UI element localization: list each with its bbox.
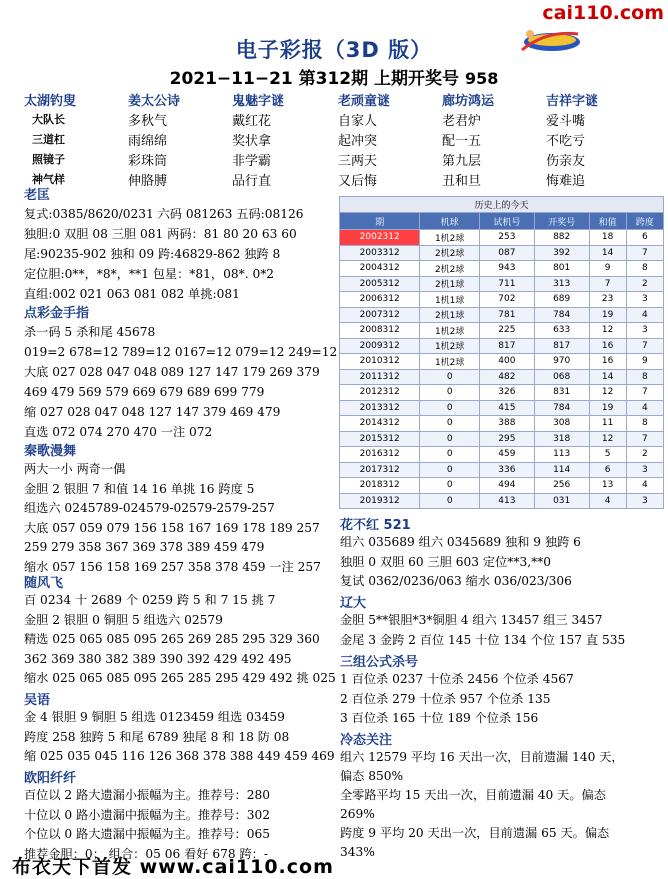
history-cell: 415 [479,400,534,416]
section-wuyu-title: 吴语 [24,693,51,708]
history-cell: 2013312 [340,400,420,416]
history-cell: 494 [479,478,534,494]
history-cell: 13 [589,478,626,494]
history-cell: 4 [626,400,663,416]
grid-cell: 起冲突 [338,134,378,149]
section-wuyu [24,708,335,767]
history-cell: 14 [589,369,626,385]
text-line: 精选 025 065 085 095 265 269 285 295 329 360 [24,632,320,646]
history-cell: 9 [626,354,663,370]
history-row [340,230,664,246]
history-cell: 1机2球 [420,354,480,370]
history-row [340,431,664,447]
section-laojiang [24,204,304,304]
history-cell: 2017312 [340,462,420,478]
history-cell: 8 [626,369,663,385]
history-row [340,354,664,370]
history-cell: 087 [479,245,534,261]
text-line: 259 279 358 367 369 378 389 459 479 [24,540,265,554]
lottery-logo-icon [516,24,582,56]
text-line: 复试 0362/0236/063 缩水 036/023/306 [340,574,572,588]
grid-row-label: 大队长 [32,113,65,126]
text-line: 组选六 0245789-024579-02579-2579-257 [24,501,275,515]
text-line: 十位以 0 路小遗漏中振幅为主。推荐号：302 [24,807,270,822]
history-row [340,400,664,416]
history-cell: 0 [420,385,480,401]
history-cell: 943 [479,261,534,277]
section-huabuhong-title: 花不红 521 [340,518,411,533]
history-cell: 2机2球 [420,245,480,261]
text-line: 两大一小 两奇一偶 [24,462,126,476]
history-cell: 3 [626,323,663,339]
section-ouyang-title: 欧阳纤纤 [24,771,77,786]
history-cell: 7 [589,276,626,292]
history-cell: 14 [589,245,626,261]
history-cell: 781 [479,307,534,323]
text-line: 个位以 0 路大遗漏中振幅为主。推荐号：065 [24,827,270,841]
history-row [340,292,664,308]
history-cell: 225 [479,323,534,339]
section-dianjin [24,322,337,442]
section-qinge [24,460,321,577]
history-row [340,276,664,292]
history-cell: 7 [626,338,663,354]
history-cell: 2机1球 [420,307,480,323]
history-cell: 2 [626,447,663,463]
text-line: 金尾 3 金跨 2 百位 145 十位 134 个位 157 直 535 [340,632,626,647]
history-cell: 2003312 [340,245,420,261]
grid-col-5: 廊坊鸿运 [442,94,495,109]
history-cell: 711 [479,276,534,292]
history-cell: 19 [589,400,626,416]
grid-cell: 品行直 [232,174,272,189]
history-cell: 801 [534,261,589,277]
history-cell: 392 [534,245,589,261]
history-cell: 388 [479,416,534,432]
text-line: 独胆 0 双胆 60 三胆 603 定位**3,**0 [340,554,552,569]
history-cell: 18 [589,230,626,246]
history-cell: 23 [589,292,626,308]
history-cell: 2016312 [340,447,420,463]
history-cell: 7 [626,431,663,447]
grid-cell: 悔难追 [546,174,586,189]
text-line: 缩水 057 156 158 169 257 358 378 459 一注 257 [24,559,321,574]
history-header-cell: 开奖号 [534,213,589,230]
history-cell: 1机1球 [420,292,480,308]
history-cell: 12 [589,323,626,339]
history-cell: 256 [534,478,589,494]
history-cell: 3 [626,462,663,478]
history-cell: 2007312 [340,307,420,323]
history-cell: 482 [479,369,534,385]
history-cell: 19 [589,307,626,323]
section-dianjin-title: 点彩金手指 [24,306,90,321]
history-cell: 3 [626,493,663,509]
history-cell: 0 [420,431,480,447]
text-line: 019=2 678=12 789=12 0167=12 079=12 249=12 [24,345,338,359]
footer [12,852,334,879]
grid-cell: 伤亲友 [546,154,586,169]
text-line: 直选 072 074 270 470 一注 072 [24,425,213,439]
history-cell: 784 [534,307,589,323]
grid-cell: 戴红花 [232,114,272,129]
history-cell: 1机2球 [420,230,480,246]
history-header-cell: 期 [340,213,420,230]
history-cell: 633 [534,323,589,339]
footer-slogan: 布衣天下首发 [12,856,133,878]
history-cell: 2012312 [340,385,420,401]
history-cell: 9 [589,261,626,277]
history-cell: 113 [534,447,589,463]
history-cell: 326 [479,385,534,401]
grid-col-6: 吉祥字谜 [546,94,599,109]
text-line: 组六 12579 平均 16 天出一次，目前遗漏 140 天， [340,750,624,764]
grid-cell: 非学霸 [232,154,272,169]
text-line: 定位胆:0**，*8*，**1 包星：*81，08*. 0*2 [24,267,275,281]
history-cell: 4 [626,478,663,494]
history-cell: 4 [626,307,663,323]
text-line: 复式:0385/8620/0231 六码 081263 五码:08126 [24,207,304,221]
grid-cell: 奖状拿 [232,134,272,149]
history-cell: 2006312 [340,292,420,308]
grid-cell: 多秋气 [128,114,168,129]
history-cell: 12 [589,431,626,447]
text-line: 金胆 2 银胆 7 和值 14 16 单挑 16 跨度 5 [24,481,255,496]
history-row [340,478,664,494]
history-cell: 4 [589,493,626,509]
history-cell: 0 [420,462,480,478]
history-cell: 16 [589,338,626,354]
section-qinge-title: 秦歌漫舞 [24,444,77,459]
history-cell: 11 [589,416,626,432]
history-cell: 2010312 [340,354,420,370]
text-line: 缩水 025 065 085 095 265 285 295 429 492 挑 025 [24,671,336,685]
grid-row-label: 照镜子 [32,153,65,166]
history-cell: 12 [589,385,626,401]
history-cell: 2机2球 [420,261,480,277]
history-cell: 253 [479,230,534,246]
text-line: 百 0234 十 2689 个 0259 跨 5 和 7 15 挑 7 [24,593,276,607]
history-cell: 114 [534,462,589,478]
history-cell: 459 [479,447,534,463]
history-cell: 0 [420,416,480,432]
history-cell: 2机1球 [420,276,480,292]
history-cell: 2002312 [340,230,420,246]
history-cell: 16 [589,354,626,370]
text-line: 大底 027 028 047 048 089 127 147 179 269 379 [24,365,320,379]
grid-col-1: 太湖钓叟 [24,94,77,109]
history-row [340,462,664,478]
text-line: 金胆 2 银胆 0 铜胆 5 组选六 02579 [24,612,223,627]
history-cell: 2009312 [340,338,420,354]
text-line: 缩 025 035 045 116 126 368 378 388 449 459 469 [24,749,335,763]
history-row [340,385,664,401]
history-row [340,493,664,509]
history-cell: 2011312 [340,369,420,385]
text-line: 362 369 380 382 389 390 392 429 492 495 [24,651,292,666]
history-row [340,245,664,261]
grid-cell: 又后悔 [338,174,378,189]
history-cell: 031 [534,493,589,509]
text-line: 独胆:0 双胆 08 三胆 081 两码：81 80 20 63 60 [24,227,297,241]
grid-cell: 第九层 [442,154,482,169]
grid-row-label: 神气样 [32,173,65,186]
history-cell: 8 [626,261,663,277]
section-laojiang-title: 老匡 [24,188,51,203]
grid-row-label: 三道杠 [32,133,65,146]
section-huabuhong [340,533,581,592]
history-cell: 1机2球 [420,338,480,354]
text-line: 百位以 2 路大遗漏小振幅为主。推荐号：280 [24,788,270,802]
section-sanzu-title: 三组公式杀号 [340,655,419,670]
text-line: 直组:002 021 063 081 082 单挑:081 [24,287,240,301]
history-cell: 689 [534,292,589,308]
history-row [340,369,664,385]
text-line: 469 479 569 579 669 679 689 699 779 [24,385,265,399]
history-header-row [340,213,664,230]
text-line: 杀一码 5 杀和尾 45678 [24,325,156,339]
text-line: 跨度 258 独跨 5 和尾 6789 独尾 8 和 18 防 08 [24,729,290,744]
history-cell: 0 [420,369,480,385]
grid-cell: 自家人 [338,114,378,129]
text-line: 金胆 5**银胆*3*铜胆 4 组六 13457 组三 3457 [340,613,603,627]
history-row [340,416,664,432]
history-cell: 2015312 [340,431,420,447]
history-cell: 0 [420,493,480,509]
text-line: 跨度 9 平均 20 天出一次，目前遗漏 65 天。偏态 [340,826,610,840]
grid-col-3: 鬼魅字谜 [232,94,285,109]
text-line: 推荐金胆：0； 组合：05 06 看好 678 跨：- [24,846,268,861]
history-header-cell: 机球 [420,213,480,230]
text-line: 269% [340,807,375,821]
history-cell: 400 [479,354,534,370]
grid-col-2: 姜太公诗 [128,94,181,109]
issue-number: 958 [464,69,499,88]
text-line: 343% [340,845,375,859]
history-cell: 2008312 [340,323,420,339]
history-cell: 2018312 [340,478,420,494]
issue-line: 2021−11−21 第312期 上期开奖号 958 [169,69,499,89]
text-line: 偏态 850% [340,769,404,783]
page-title: 电子彩报（3D 版） [235,38,433,62]
section-lengre [340,748,624,862]
text-line: 缩 027 028 047 048 127 147 379 469 479 [24,405,281,419]
section-suifeng-title: 随风飞 [24,576,64,591]
history-cell: 3 [626,292,663,308]
history-cell: 413 [479,493,534,509]
history-cell: 1机2球 [420,323,480,339]
history-header-cell: 跨度 [626,213,663,230]
section-liaoda-title: 辽大 [340,596,367,611]
history-cell: 2014312 [340,416,420,432]
history-cell: 0 [420,478,480,494]
text-line: 1 百位杀 0237 十位杀 2456 个位杀 4567 [340,672,574,686]
history-cell: 8 [626,416,663,432]
grid-cell: 老君炉 [442,114,482,129]
grid-cell: 配一五 [442,134,482,149]
grid-cell: 雨绵绵 [128,134,168,149]
history-cell: 2004312 [340,261,420,277]
grid-col-4: 老顽童谜 [338,94,391,109]
watermark: cai110.com [542,2,664,24]
text-line: 尾:90235-902 独和 09 跨:46829-862 独跨 8 [24,247,281,261]
text-line: 全零路平均 15 天出一次，目前遗漏 40 天。偏态 [340,788,606,802]
history-cell: 817 [534,338,589,354]
history-cell: 882 [534,230,589,246]
grid-cell: 彩珠筒 [128,154,168,169]
history-cell: 308 [534,416,589,432]
history-cell: 0 [420,447,480,463]
section-sanzu [340,670,574,729]
history-cell: 318 [534,431,589,447]
text-line: 2 百位杀 279 十位杀 957 个位杀 135 [340,691,551,706]
history-cell: 831 [534,385,589,401]
section-suifeng [24,591,336,689]
history-cell: 2 [626,276,663,292]
text-line: 组六 035689 组六 0345689 独和 9 独跨 6 [340,535,581,549]
history-header-cell: 和值 [589,213,626,230]
grid-cell: 丑和旦 [442,174,482,189]
grid-cell: 三两天 [338,154,378,169]
history-cell: 7 [626,245,663,261]
history-cell: 7 [626,385,663,401]
history-cell: 970 [534,354,589,370]
history-cell: 2005312 [340,276,420,292]
text-line: 金 4 银胆 9 铜胆 5 组选 0123459 组选 03459 [24,710,285,724]
history-header-cell: 试机号 [479,213,534,230]
history-row [340,323,664,339]
history-cell: 2019312 [340,493,420,509]
section-lengre-title: 冷态关注 [340,733,393,748]
history-cell: 6 [626,230,663,246]
text-line: 大底 057 059 079 156 158 167 169 178 189 257 [24,520,320,535]
history-cell: 295 [479,431,534,447]
grid-cell: 伸胳膊 [128,174,168,189]
grid-cell: 不吃亏 [546,134,586,149]
history-cell: 817 [479,338,534,354]
history-body [340,230,664,509]
history-cell: 6 [589,462,626,478]
history-cell: 336 [479,462,534,478]
section-liaoda [340,611,625,650]
history-cell: 0 [420,400,480,416]
history-row [340,447,664,463]
history-table [339,196,664,509]
history-cell: 702 [479,292,534,308]
footer-site: www.cai110.com [139,856,334,878]
history-row [340,261,664,277]
history-row [340,307,664,323]
history-row [340,338,664,354]
history-caption: 历史上的今天 [340,197,664,213]
grid-cell: 爱斗嘴 [546,114,586,129]
history-cell: 5 [589,447,626,463]
text-line: 3 百位杀 165 十位 189 个位杀 156 [340,711,539,725]
history-cell: 068 [534,369,589,385]
history-cell: 784 [534,400,589,416]
history-cell: 313 [534,276,589,292]
